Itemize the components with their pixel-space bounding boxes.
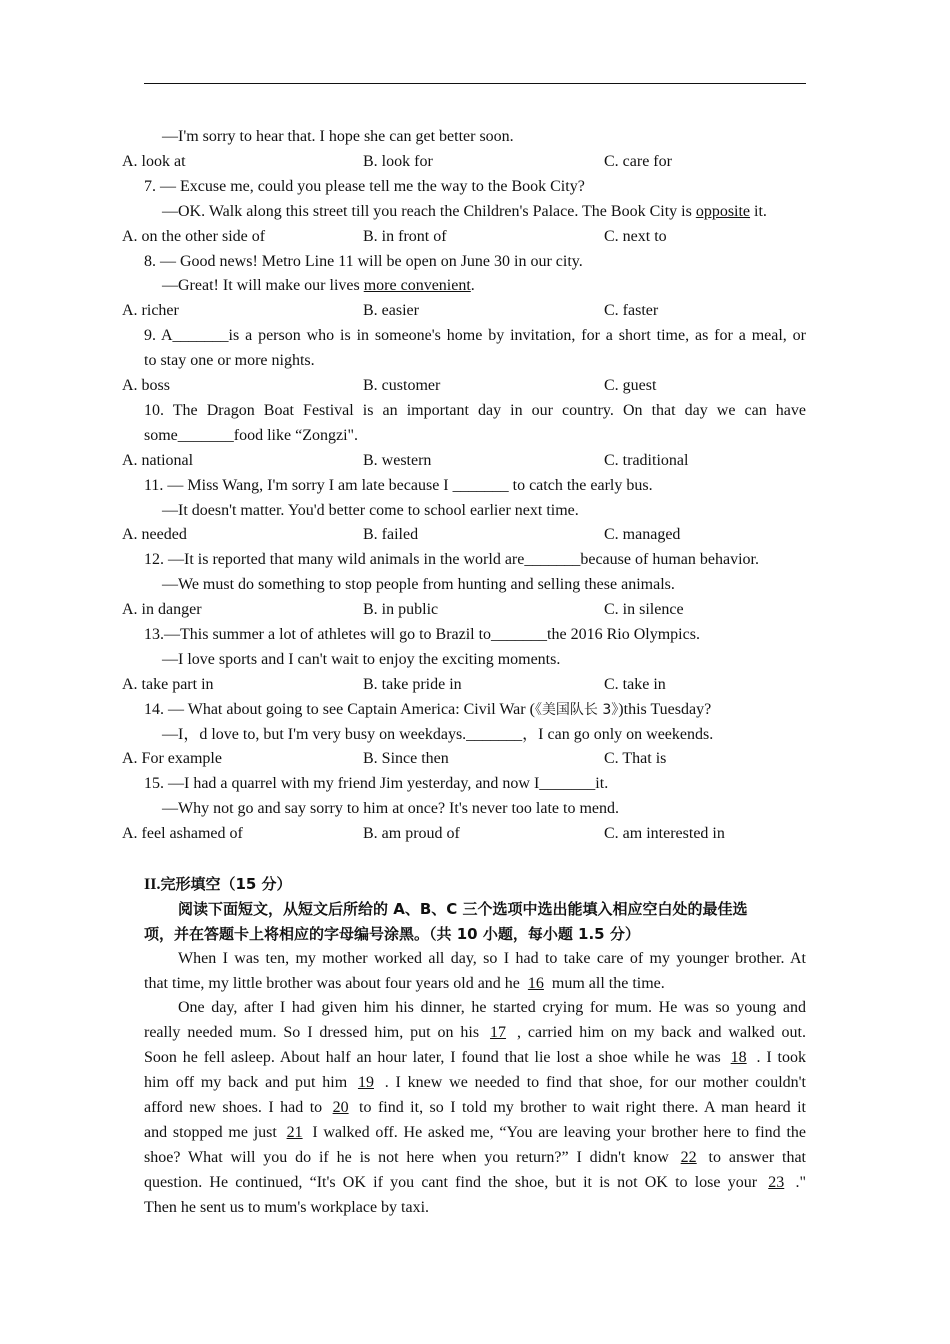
option-c: C. That is [604, 750, 667, 767]
section-instruction: 阅读下面短文，从短文后所给的 A、B、C 三个选项中选出能填入相应空白处的最佳选 [178, 900, 748, 918]
option-c: C. take in [604, 676, 666, 693]
option-a: A. boss [122, 377, 171, 394]
blank-22: 22 [680, 1149, 697, 1166]
q7-question: 7. — Excuse me, could you please tell me the way to the Book City? [144, 178, 585, 195]
q11-question: 11. — Miss Wang, I'm sorry I am late because I _______ to catch the early bus. [144, 477, 653, 494]
q14-movie-title-cjk: 《美国队长 3》 [534, 702, 619, 718]
passage-text: , carried him on my back and walked out. [510, 1024, 806, 1041]
option-c: C. faster [604, 302, 659, 319]
q7-underlined-word: opposite [695, 203, 751, 220]
option-b: B. easier [363, 302, 419, 319]
q10-question: 10. The Dragon Boat Festival is an important day in our country. On that day we can have [144, 402, 806, 419]
passage-text: that time, my little brother was about four years old and he [144, 975, 524, 992]
option-b: B. am proud of [363, 825, 460, 842]
q14-question-pre: 14. — What about going to see Captain America: Civil War ( [144, 701, 535, 718]
option-c: C. am interested in [604, 825, 725, 842]
option-b: B. in front of [363, 228, 447, 245]
blank-17: 17 [490, 1024, 507, 1041]
option-a: A. needed [122, 526, 187, 543]
passage-text: ." [788, 1174, 806, 1191]
blank-19: 19 [357, 1074, 374, 1091]
blank-18: 18 [730, 1049, 747, 1066]
section-heading-roman: II. [144, 876, 161, 893]
q15-response: —Why not go and say sorry to him at once? It's never too late to mend. [162, 800, 619, 817]
option-a: A. feel ashamed of [122, 825, 243, 842]
section-instruction-cont: 项，并在答题卡上将相应的字母编号涂黑。（共 10 小题，每小题 1.5 分） [144, 925, 640, 943]
q9-question: 9. A_______is a person who is in someone's home by invitation, for a short time, as for a meal, or [144, 327, 806, 344]
passage-text: really needed mum. So I dressed him, put on his [144, 1024, 487, 1041]
q7-response [162, 202, 767, 222]
q15-question: 15. —I had a quarrel with my friend Jim yesterday, and now I_______it. [144, 775, 609, 792]
section-heading [144, 874, 292, 895]
passage-line [144, 1048, 806, 1068]
option-b: B. look for [363, 153, 433, 170]
q9-question-cont: to stay one or more nights. [144, 352, 315, 369]
option-c: C. in silence [604, 601, 684, 618]
passage-line [144, 1023, 806, 1043]
option-a: A. national [122, 452, 194, 469]
passage-text: . I took [750, 1049, 807, 1066]
option-a: A. look at [122, 153, 186, 170]
passage-text: and stopped me just [144, 1124, 283, 1141]
q8-response-pre: —Great! It will make our lives [162, 277, 364, 294]
header-rule [144, 83, 806, 84]
option-a: A. For example [122, 750, 222, 767]
passage-line [144, 1098, 806, 1118]
passage-line [144, 974, 665, 994]
option-a: A. in danger [122, 601, 202, 618]
option-b: B. Since then [363, 750, 449, 767]
option-c: C. managed [604, 526, 681, 543]
q14-question [144, 700, 711, 720]
blank-16: 16 [527, 975, 544, 992]
passage-text: question. He continued, “It's OK if you cant find the shoe, but it is not OK to lose your [144, 1174, 765, 1191]
option-c: C. guest [604, 377, 657, 394]
q8-response [162, 276, 475, 296]
option-a: A. on the other side of [122, 228, 266, 245]
passage-line [144, 1148, 806, 1168]
option-b: B. western [363, 452, 432, 469]
passage-text: him off my back and put him [144, 1074, 354, 1091]
option-b: B. in public [363, 601, 439, 618]
option-b: B. failed [363, 526, 419, 543]
passage-text: . I knew we needed to find that shoe, for our mother couldn't [377, 1074, 807, 1091]
q6-response: —I'm sorry to hear that. I hope she can get better soon. [162, 128, 514, 145]
option-c: C. care for [604, 153, 672, 170]
q13-response: —I love sports and I can't wait to enjoy the exciting moments. [162, 651, 561, 668]
q8-question: 8. — Good news! Metro Line 11 will be open on June 30 in our city. [144, 253, 583, 270]
q8-response-post: . [470, 277, 475, 294]
q14-question-post: )this Tuesday? [618, 701, 712, 718]
passage-line: When I was ten, my mother worked all day, so I had to take care of my younger brother. At [178, 950, 806, 967]
q13-question: 13.—This summer a lot of athletes will go to Brazil to_______the 2016 Rio Olympics. [144, 626, 700, 643]
q12-question: 12. —It is reported that many wild animals in the world are_______because of human behavior. [144, 551, 759, 568]
passage-text: Soon he fell asleep. About half an hour later, I found that lie lost a shoe while he was [144, 1049, 727, 1066]
option-c: C. traditional [604, 452, 689, 469]
q10-question-cont: some_______food like “Zongzi". [144, 427, 359, 444]
passage-line: One day, after I had given him his dinner, he started crying for mum. He was so young and [178, 999, 806, 1016]
q7-response-post: it. [750, 203, 767, 220]
section-heading-title: 完形填空（15 分） [160, 875, 292, 893]
option-c: C. next to [604, 228, 667, 245]
passage-text: to find it, so I told my brother to wait right there. A man heard it [352, 1099, 806, 1116]
option-b: B. take pride in [363, 676, 462, 693]
option-a: A. take part in [122, 676, 214, 693]
passage-line [144, 1073, 806, 1093]
passage-text: mum all the time. [547, 975, 665, 992]
option-b: B. customer [363, 377, 441, 394]
q14-response: —I，d love to, but I'm very busy on weekdays._______，I can go only on weekends. [162, 726, 714, 743]
q12-response: —We must do something to stop people from hunting and selling these animals. [162, 576, 675, 593]
passage-line [144, 1173, 806, 1193]
passage-text: to answer that [700, 1149, 806, 1166]
passage-line: Then he sent us to mum's workplace by taxi. [144, 1199, 430, 1216]
blank-20: 20 [332, 1099, 349, 1116]
passage-text: shoe? What will you do if he is not here when you return?” I didn't know [144, 1149, 677, 1166]
blank-21: 21 [286, 1124, 303, 1141]
passage-text: I walked off. He asked me, “You are leaving your brother here to find the [306, 1124, 806, 1141]
passage-line [144, 1123, 806, 1143]
option-a: A. richer [122, 302, 179, 319]
q7-response-pre: —OK. Walk along this street till you reach the Children's Palace. The Book City is [162, 203, 696, 220]
q11-response: —It doesn't matter. You'd better come to school earlier next time. [162, 502, 579, 519]
passage-text: afford new shoes. I had to [144, 1099, 329, 1116]
q8-underlined-phrase: more convenient [363, 277, 471, 294]
blank-23: 23 [768, 1174, 785, 1191]
